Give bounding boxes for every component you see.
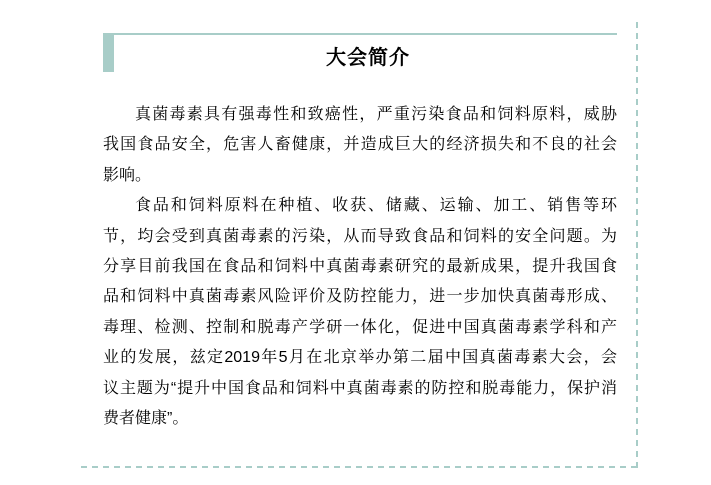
paragraph-1-line-3: 影响。 xyxy=(103,166,152,184)
right-dashed-border xyxy=(636,22,638,468)
paragraph-2-line-8: 费者健康”。 xyxy=(103,409,189,427)
body-text xyxy=(103,100,617,434)
top-border-line xyxy=(112,33,617,35)
paragraph-2-line-6: 业的发展，兹定2019年5月在北京举办第二届中国真菌毒素大会，会 xyxy=(103,349,617,367)
paragraph-2-line-3: 分享目前我国在食品和饲料中真菌毒素研究的最新成果，提升我国食 xyxy=(103,257,617,275)
paragraph-2-line-1: 食品和饲料原料在种植、收获、储藏、运输、加工、销售等环 xyxy=(135,197,617,215)
bottom-dashed-border xyxy=(81,466,638,468)
paragraph-2-line-2: 节，均会受到真菌毒素的污染，从而导致食品和饲料的安全问题。为 xyxy=(103,227,617,245)
page-title: 大会简介 xyxy=(326,47,410,69)
paragraph-2-line-7: 议主题为“提升中国食品和饲料中真菌毒素的防控和脱毒能力，保护消 xyxy=(103,379,617,397)
paragraph-1-line-1: 真菌毒素具有强毒性和致癌性，严重污染食品和饲料原料，威胁 xyxy=(135,106,617,123)
paragraph-2-line-4: 品和饲料中真菌毒素风险评价及防控能力，进一步加快真菌毒形成、 xyxy=(103,288,617,306)
paragraph-2-line-5: 毒理、检测、控制和脱毒产学研一体化，促进中国真菌毒素学科和产 xyxy=(103,318,617,336)
paragraph-1-line-2: 我国食品安全，危害人畜健康，并造成巨大的经济损失和不良的社会 xyxy=(103,136,617,154)
